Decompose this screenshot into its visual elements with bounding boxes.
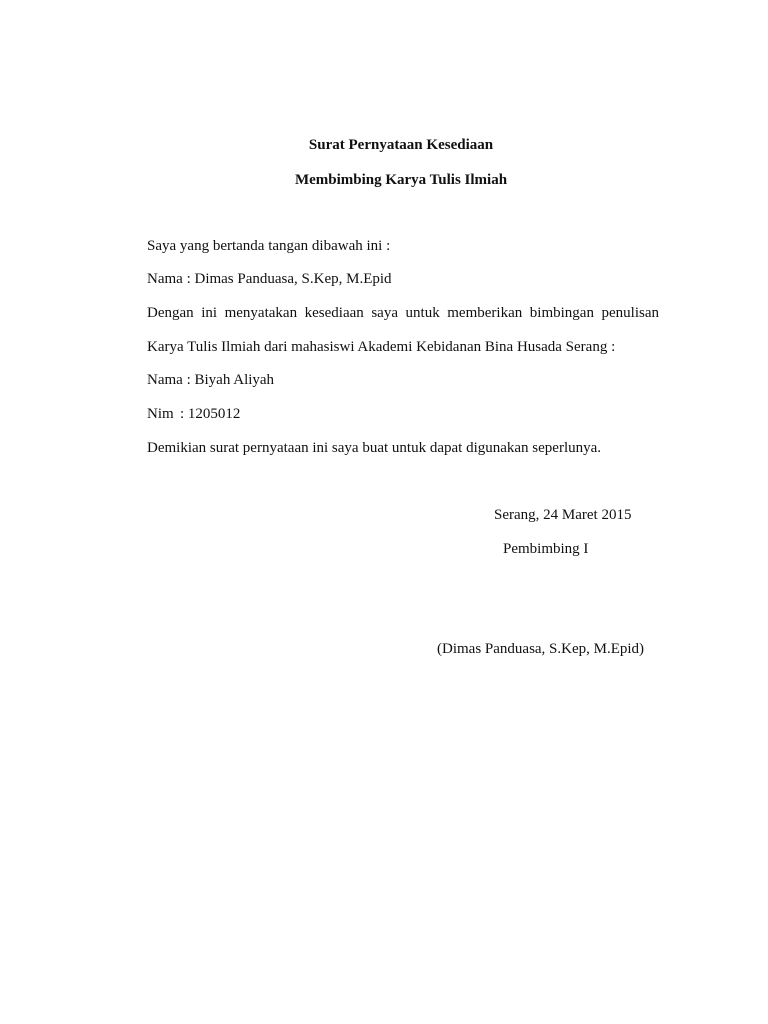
intro-text: Saya yang bertanda tangan dibawah ini : — [147, 238, 391, 254]
statement-line-1: Dengan ini menyatakan kesediaan saya untuk memberikan bimbingan penulisan — [147, 305, 659, 321]
place-date: Serang, 24 Maret 2015 — [494, 507, 632, 523]
document-title: Surat Pernyataan Kesediaan — [308, 137, 494, 153]
nim-label: Nim — [147, 406, 174, 422]
document-subtitle: Membimbing Karya Tulis Ilmiah — [294, 172, 508, 188]
supervisor-name: Nama : Dimas Panduasa, S.Kep, M.Epid — [147, 271, 392, 287]
signer-name: (Dimas Panduasa, S.Kep, M.Epid) — [437, 641, 645, 657]
signer-role: Pembimbing I — [503, 541, 589, 557]
student-name: Nama : Biyah Aliyah — [147, 372, 275, 388]
closing-text: Demikian surat pernyataan ini saya buat untuk dapat digunakan seperlunya. — [147, 440, 602, 456]
nim-value: : 1205012 — [180, 406, 241, 422]
statement-line-2: Karya Tulis Ilmiah dari mahasiswi Akademi Kebidanan Bina Husada Serang : — [147, 339, 616, 355]
student-nim — [147, 406, 240, 423]
